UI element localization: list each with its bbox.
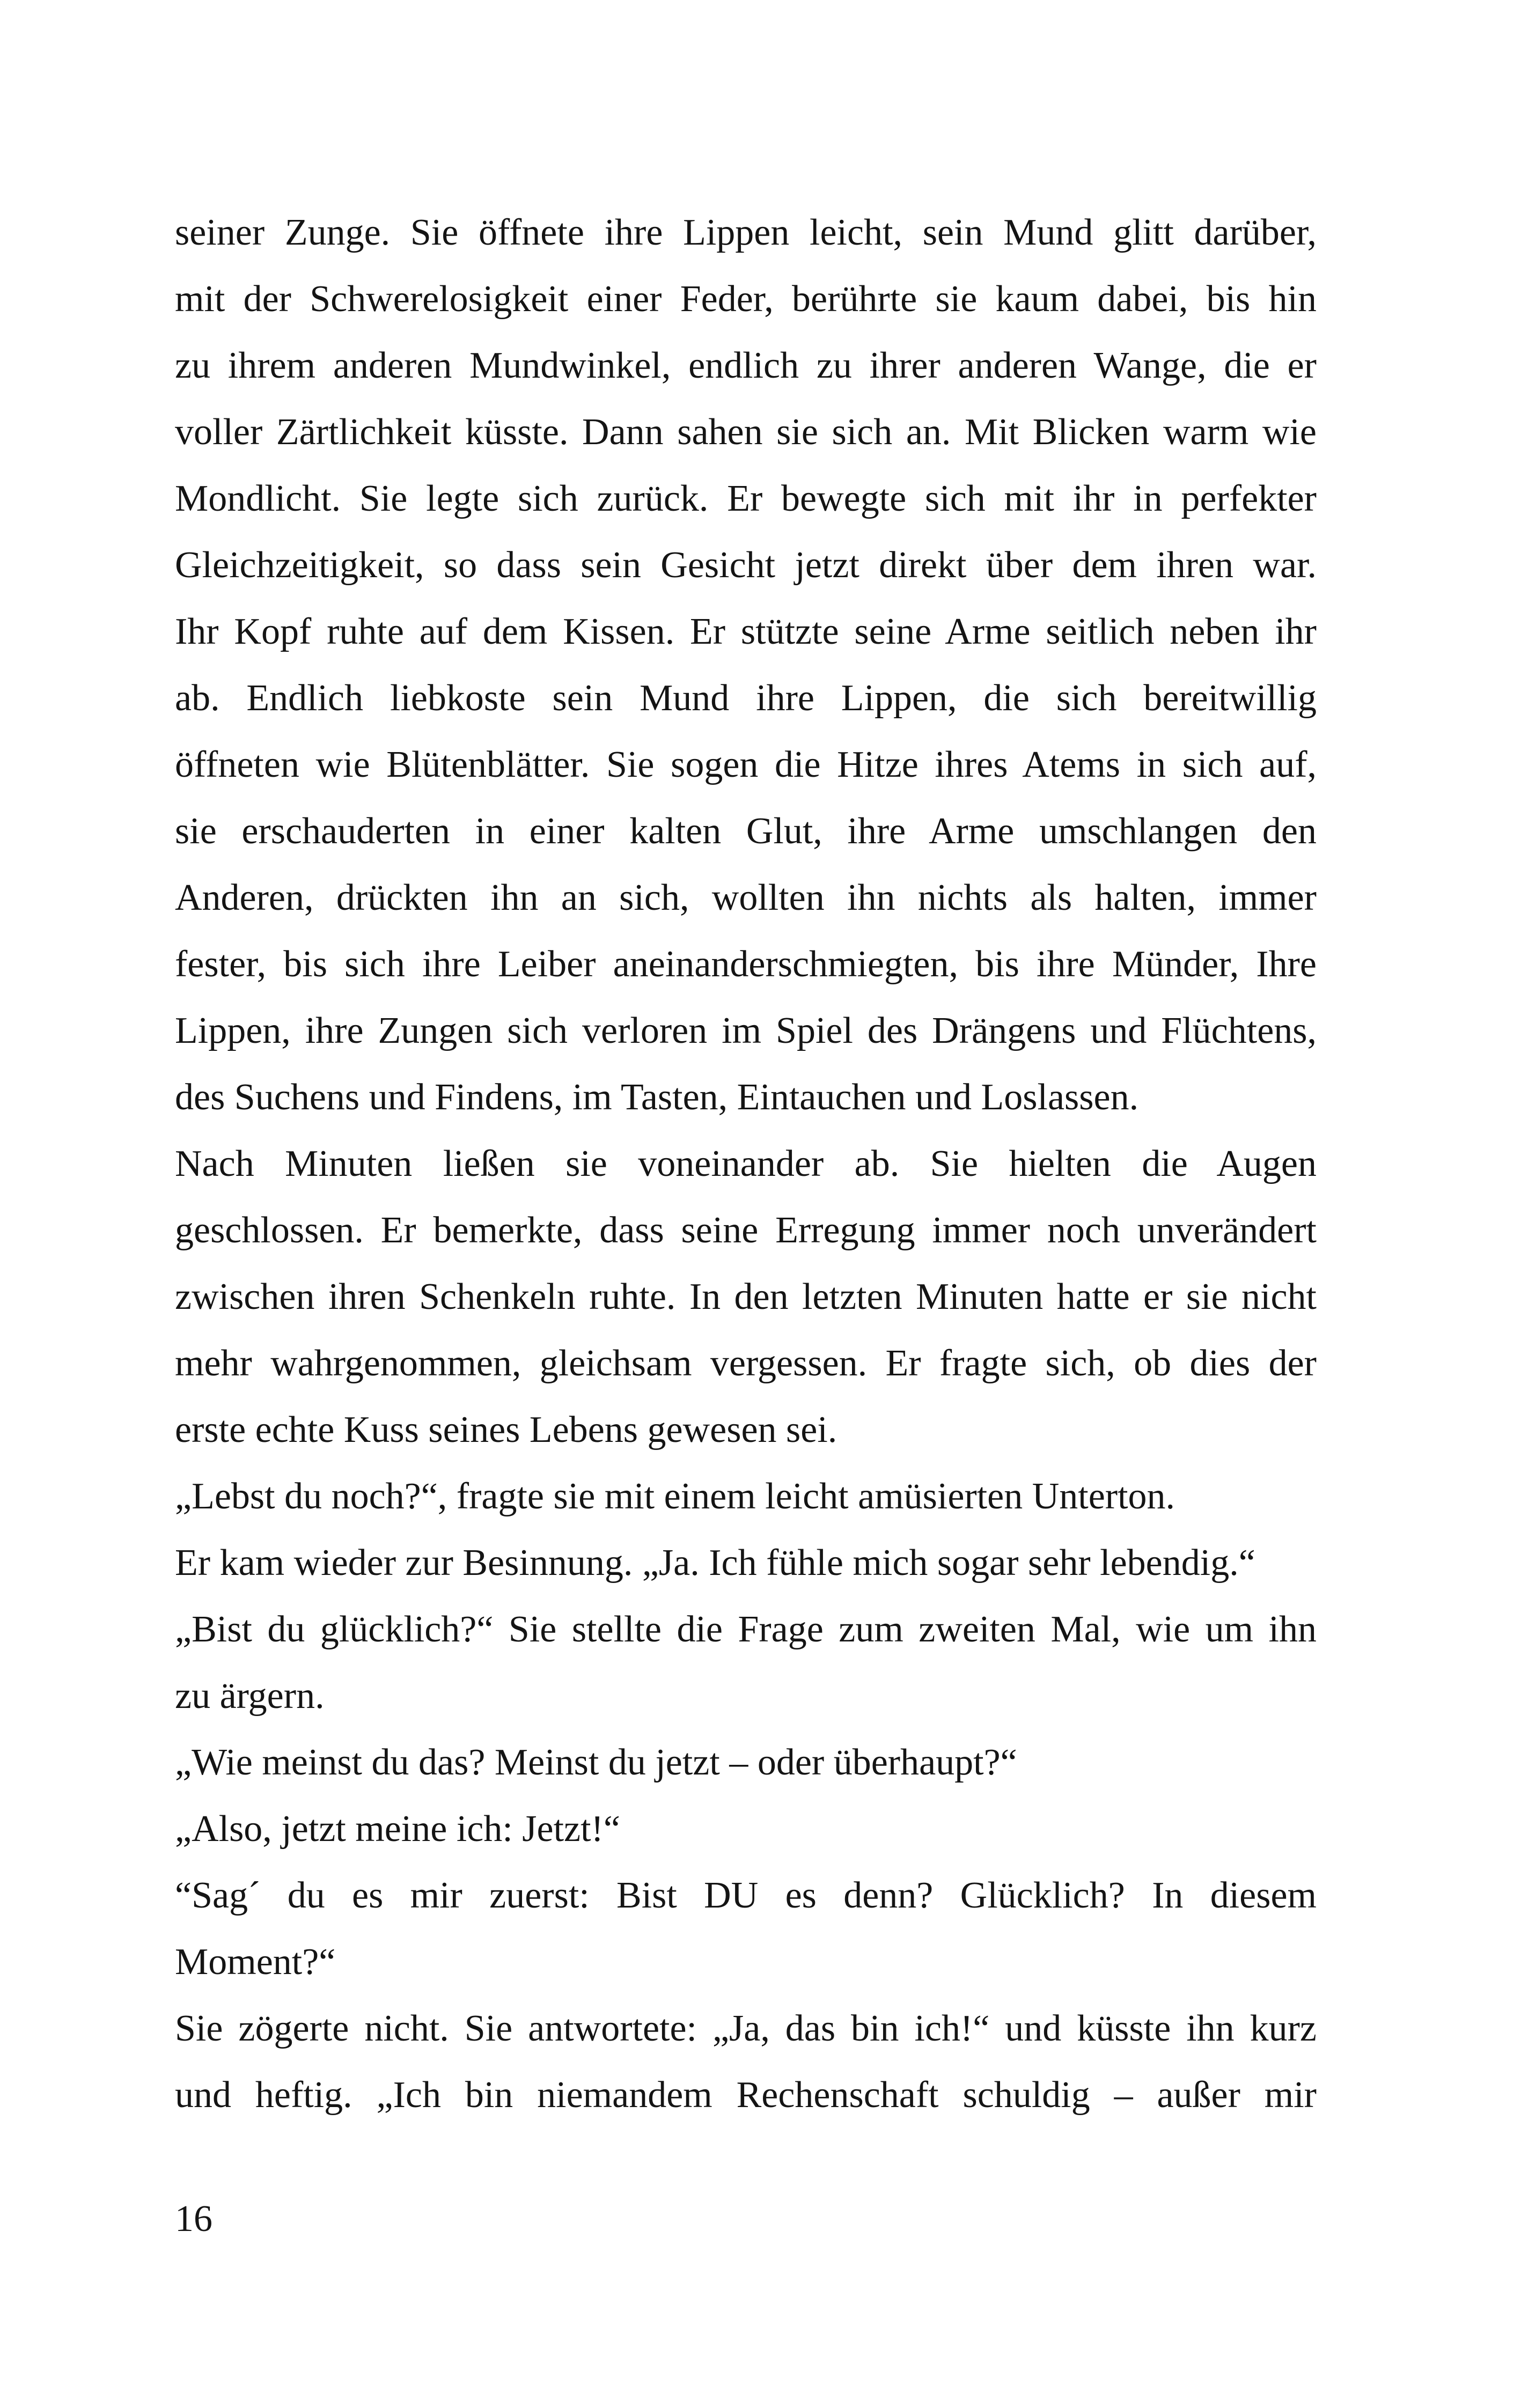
- text-line: mit der Schwerelosigkeit einer Feder, berührte sie kaum dabei, bis hin: [175, 278, 1317, 320]
- text-line: Moment?“: [175, 1941, 336, 1983]
- text-line: zwischen ihren Schenkeln ruhte. In den letzten Minuten hatte er sie nicht: [175, 1276, 1317, 1317]
- text-line: Lippen, ihre Zungen sich verloren im Spiel des Drängens und Flüchtens,: [175, 1010, 1317, 1051]
- text-line: Sie zögerte nicht. Sie antwortete: „Ja, das bin ich!“ und küsste ihn kurz: [175, 2008, 1317, 2049]
- text-line: ab. Endlich liebkoste sein Mund ihre Lippen, die sich bereitwillig: [175, 678, 1317, 719]
- text-line: öffneten wie Blütenblätter. Sie sogen die Hitze ihres Atems in sich auf,: [175, 744, 1317, 785]
- text-line: Ihr Kopf ruhte auf dem Kissen. Er stützte seine Arme seitlich neben ihr: [175, 611, 1317, 652]
- text-line: „Wie meinst du das? Meinst du jetzt – oder überhaupt?“: [175, 1742, 1017, 1783]
- text-line: Anderen, drückten ihn an sich, wollten ihn nichts als halten, immer: [175, 877, 1317, 918]
- text-line: geschlossen. Er bemerkte, dass seine Erregung immer noch unverändert: [175, 1210, 1317, 1251]
- text-line: Gleichzeitigkeit, so dass sein Gesicht jetzt direkt über dem ihren war.: [175, 544, 1317, 586]
- text-line: “Sag´ du es mir zuerst: Bist DU es denn? Glücklich? In diesem: [175, 1875, 1317, 1916]
- text-line: zu ärgern.: [175, 1675, 325, 1717]
- text-line: mehr wahrgenommen, gleichsam vergessen. Er fragte sich, ob dies der: [175, 1343, 1317, 1384]
- text-line: Er kam wieder zur Besinnung. „Ja. Ich fühle mich sogar sehr lebendig.“: [175, 1542, 1255, 1584]
- page-number: 16: [175, 2198, 212, 2240]
- text-line: sie erschauderten in einer kalten Glut, ihre Arme umschlangen den: [175, 811, 1317, 852]
- text-line: „Lebst du noch?“, fragte sie mit einem leicht amüsierten Unterton.: [175, 1476, 1175, 1517]
- text-line: Nach Minuten ließen sie voneinander ab. Sie hielten die Augen: [175, 1143, 1317, 1184]
- body-text: [175, 200, 1317, 2129]
- text-line: seiner Zunge. Sie öffnete ihre Lippen leicht, sein Mund glitt darüber,: [175, 212, 1317, 253]
- text-line: fester, bis sich ihre Leiber aneinanderschmiegten, bis ihre Münder, Ihre: [175, 944, 1317, 985]
- text-line: „Also, jetzt meine ich: Jetzt!“: [175, 1808, 620, 1850]
- text-line: erste echte Kuss seines Lebens gewesen sei.: [175, 1409, 837, 1450]
- text-line: „Bist du glücklich?“ Sie stellte die Frage zum zweiten Mal, wie um ihn: [175, 1609, 1317, 1650]
- text-line: zu ihrem anderen Mundwinkel, endlich zu ihrer anderen Wange, die er: [175, 345, 1317, 386]
- text-line: Mondlicht. Sie legte sich zurück. Er bewegte sich mit ihr in perfekter: [175, 478, 1317, 519]
- text-line: voller Zärtlichkeit küsste. Dann sahen sie sich an. Mit Blicken warm wie: [175, 411, 1317, 453]
- text-line: und heftig. „Ich bin niemandem Rechenschaft schuldig – außer mir: [175, 2074, 1317, 2116]
- text-line: des Suchens und Findens, im Tasten, Eintauchen und Loslassen.: [175, 1077, 1139, 1118]
